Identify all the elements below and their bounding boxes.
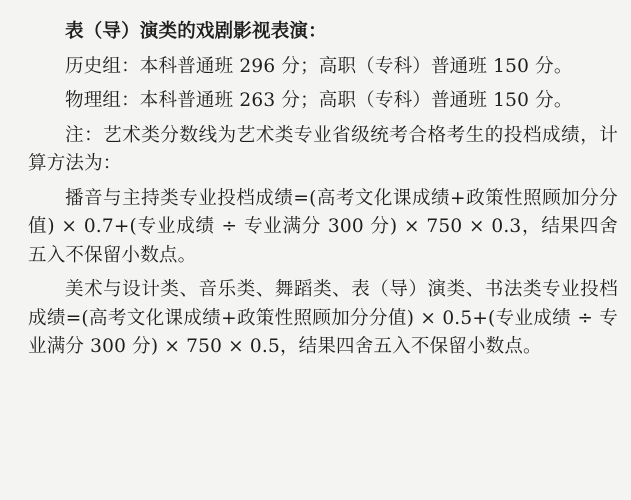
- history-group-line: 历史组：本科普通班 296 分；高职（专科）普通班 150 分。: [65, 55, 573, 77]
- note-paragraph: 注：艺术类分数线为艺术类专业省级统考合格考生的投档成绩，计算方法为：: [28, 124, 618, 174]
- arts-formula-paragraph: 美术与设计类、音乐类、舞蹈类、表（导）演类、书法类专业投档成绩=(高考文化课成绩+政策性照顾加分分值) × 0.5+(专业成绩 ÷ 专业满分 300 分) × 750 × 0.5，结果四舍五入不保留小数点。: [28, 279, 618, 357]
- broadcast-formula-paragraph: 播音与主持类专业投档成绩=(高考文化课成绩+政策性照顾加分分值) × 0.7+(专业成绩 ÷ 专业满分 300 分) × 750 × 0.3，结果四舍五入不保留小数点。: [28, 187, 618, 266]
- physics-group-line: 物理组：本科普通班 263 分；高职（专科）普通班 150 分。: [65, 90, 573, 111]
- section-heading: 表（导）演类的戏剧影视表演：: [65, 21, 327, 42]
